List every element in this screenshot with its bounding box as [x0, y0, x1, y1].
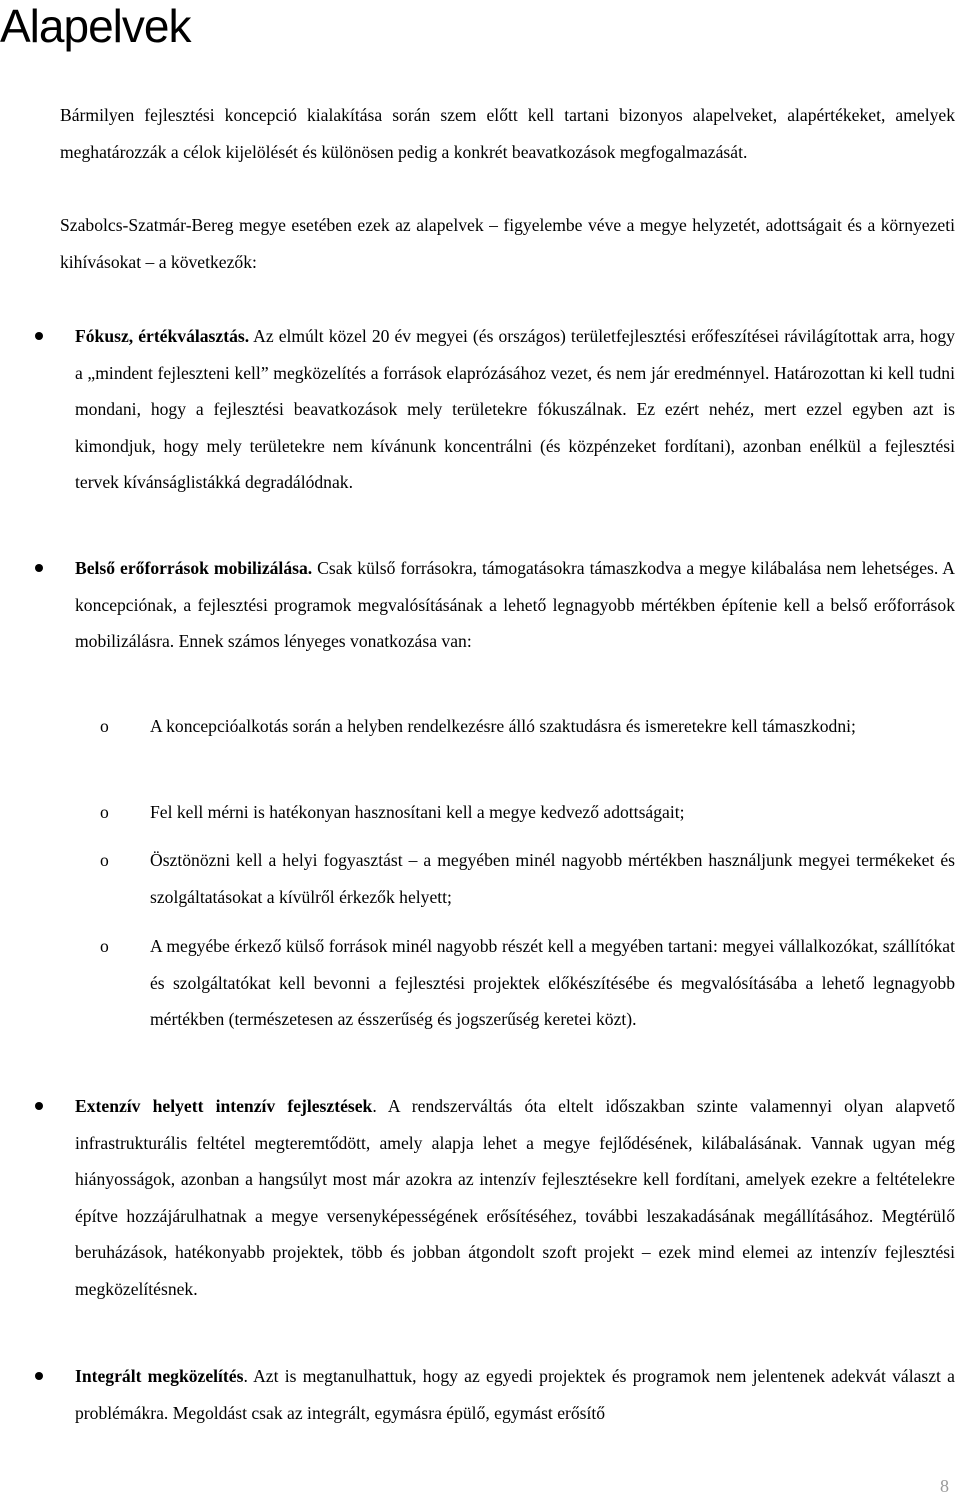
bullet-item [75, 1358, 955, 1431]
bullet-item [75, 550, 955, 660]
bullet-body: Az elmúlt közel 20 év megyei (és országos) területfejlesztési erőfeszítései rávilágítottak arra, hogy a „mindent fejleszteni kell” megközelítés a források elaprózásához vezet, és nem jár eredménnyel. Határozottan ki kell tudni mondani, hogy a fejlesztési beavatkozások mely területekre fókuszálnak. Ez ezért nehéz, mert ezzel egyben azt is kimondjuk, hogy mely területekre nem kívánunk koncentrálni (és közpénzeket fordítani), azonban enélkül a fejlesztési tervek kívánságlistákká degradálódnak. [75, 326, 955, 493]
bullet-paragraph [75, 318, 955, 501]
bullet-heading: Extenzív helyett intenzív fejlesztések [75, 1096, 373, 1116]
circle-bullet-icon: o [100, 802, 109, 822]
intro-text-1: Bármilyen fejlesztési koncepció kialakítása során szem előtt kell tartani bizonyos alapelveket, alapértékeket, amelyek meghatározzák a célok kijelölését és különösen pedig a konkrét beavatkozások megfogalmazását. [60, 105, 955, 162]
sub-item-text: Ösztönözni kell a helyi fogyasztást – a megyében minél nagyobb mértékben használjunk megyei termékeket és szolgáltatásokat a kívülről érkezők helyett; [150, 850, 955, 907]
bullet-icon [35, 1372, 43, 1380]
bullet-heading: Integrált megközelítés [75, 1366, 244, 1386]
bullet-icon [35, 1102, 43, 1110]
sub-item-text: Fel kell mérni is hatékonyan hasznosítani kell a megye kedvező adottságait; [150, 802, 685, 822]
bullet-heading: Fókusz, értékválasztás. [75, 326, 250, 346]
intro-text-2: Szabolcs-Szatmár-Bereg megye esetében ezek az alapelvek – figyelembe véve a megye helyzetét, adottságait és a környezeti kihívásokat – a következők: [60, 215, 955, 272]
page-number: 8 [940, 1476, 949, 1496]
sub-list-item [100, 842, 955, 915]
sub-list-item [100, 794, 955, 831]
bullet-paragraph [75, 1088, 955, 1308]
bullet-body: Csak külső forrásokra, támogatásokra támaszkodva a megye kilábalása nem lehetséges. A koncepciónak, a fejlesztési programok megvalósításának a lehető legnagyobb mértékben építenie kell a belső erőforrások mobilizálásra. Ennek számos lényeges vonatkozása van: [75, 558, 955, 652]
sub-item-text: A koncepcióalkotás során a helyben rendelkezésre álló szaktudásra és ismeretekre kell támaszkodni; [150, 716, 856, 736]
bullet-item [75, 318, 955, 501]
circle-bullet-icon: o [100, 716, 109, 736]
circle-bullet-icon: o [100, 850, 109, 870]
sub-item-text: A megyébe érkező külső források minél nagyobb részét kell a megyében tartani: megyei vállalkozókat, szállítókat és szolgáltatókat kell bevonni a fejlesztési projektek előkészítésébe és megvalósításába a lehető legnagyobb mértékben (természetesen az ésszerűség és jogszerűség keretei közt). [150, 936, 955, 1030]
bullet-icon [35, 564, 43, 572]
sub-list-item [100, 708, 955, 745]
bullet-icon [35, 332, 43, 340]
bullet-body: . Azt is megtanulhattuk, hogy az egyedi projektek és programok nem jelentenek adekvát választ a problémákra. Megoldást csak az integrált, egymásra épülő, egymást erősítő [75, 1366, 955, 1423]
bullet-heading: Belső erőforrások mobilizálása. [75, 558, 313, 578]
circle-bullet-icon: o [100, 936, 109, 956]
bullet-paragraph [75, 1358, 955, 1431]
sub-list-item [100, 928, 955, 1038]
bullet-paragraph [75, 550, 955, 660]
page-title: Alapelvek [0, 0, 191, 52]
bullet-body: . A rendszerváltás óta eltelt időszakban szinte valamennyi olyan alapvető infrastrukturális feltétel megteremtődött, amely alapja lehet a megye fejlődésének, kilábalásának. Vannak ugyan még hiányosságok, azonban a hangsúlyt most már azokra az intenzív fejlesztésekre kell fordítani, amelyek ezekre a feltételekre építve hozzájárulhatnak a megye versenyképességének erősítéséhez, további leszakadásának megállításához. Megtérülő beruházások, hatékonyabb projektek, több és jobban átgondolt szoft projekt – ezek mind elemei az intenzív fejlesztési megközelítésnek. [75, 1096, 955, 1299]
bullet-item [75, 1088, 955, 1308]
intro-paragraph-2 [60, 207, 955, 280]
intro-paragraph-1 [60, 97, 955, 170]
